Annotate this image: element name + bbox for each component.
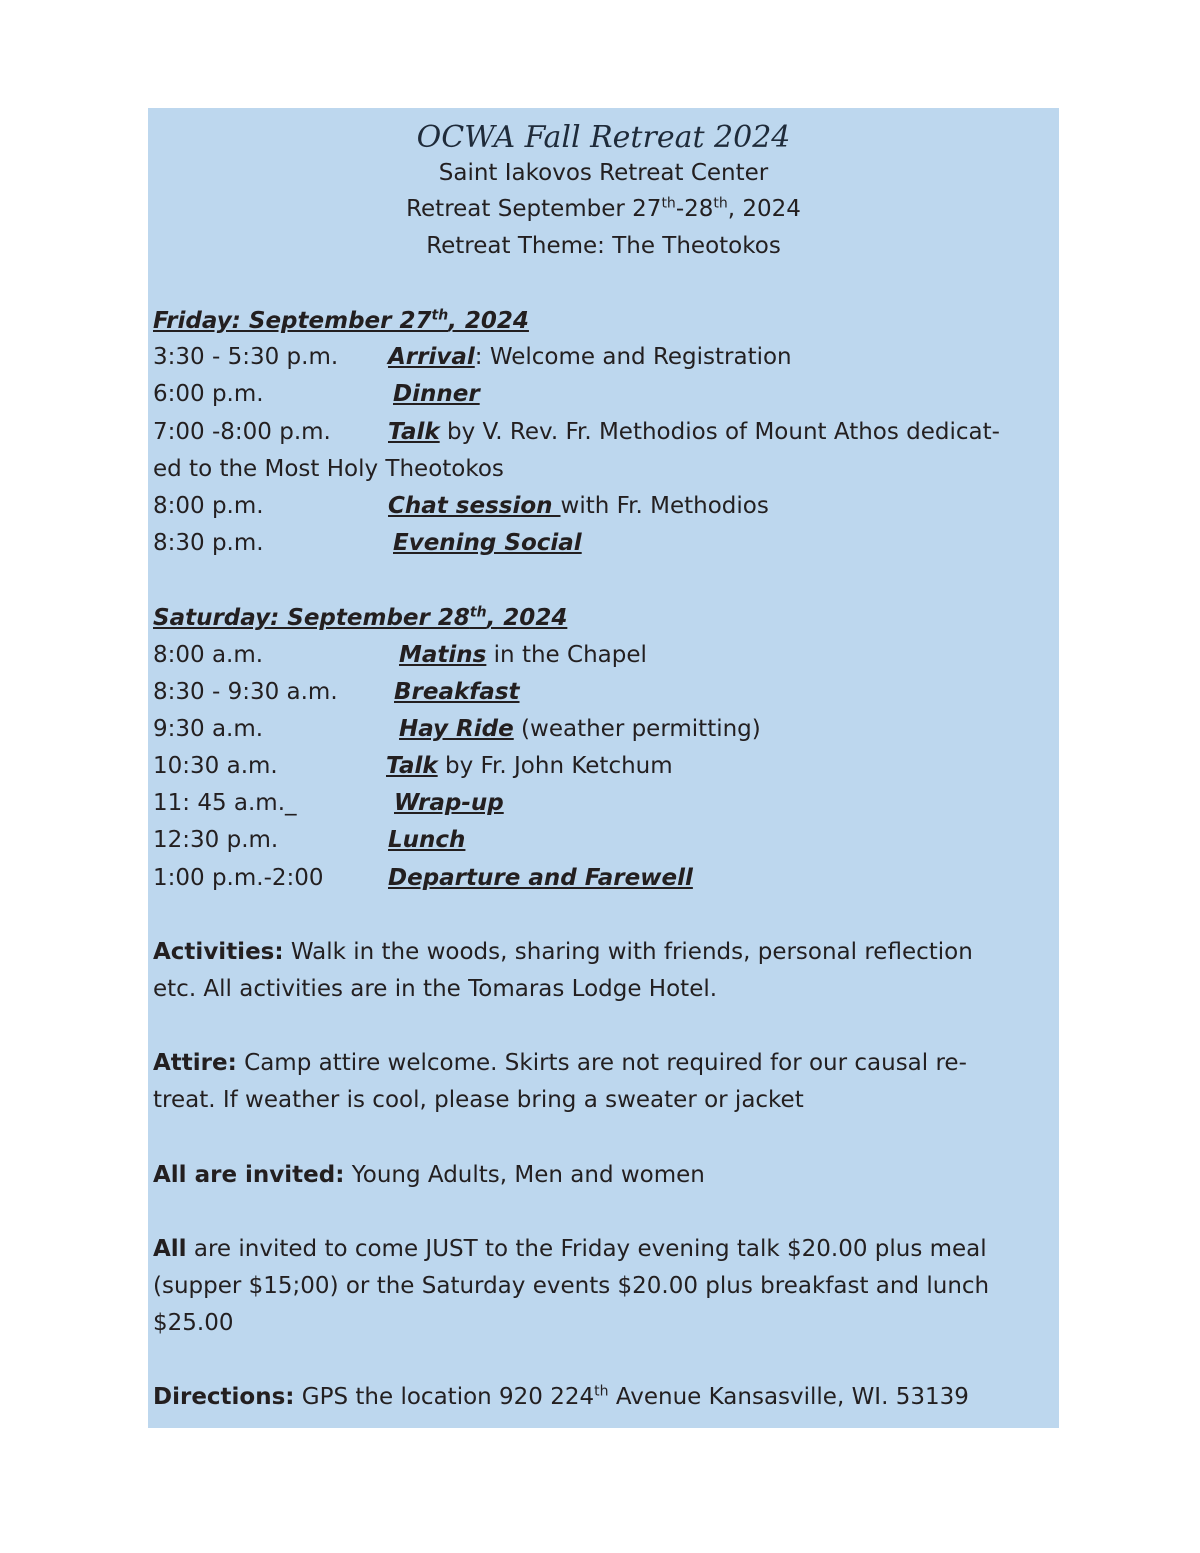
schedule-event: Hay Ride (weather permitting) (399, 716, 761, 742)
friday-heading: Friday: September 27th, 2024 (153, 307, 529, 334)
schedule-time: 3:30 - 5:30 p.m. (153, 344, 339, 370)
attire-paragraph: Attire: Camp attire welcome. Skirts are not required for our causal re- treat. If weather is cool, please bring a sweater or jacket (153, 1050, 967, 1113)
schedule-event: Wrap-up (394, 790, 504, 816)
page-title: OCWA Fall Retreat 2024 (416, 120, 791, 155)
schedule-time: 6:00 p.m. (153, 381, 264, 407)
schedule-event: Evening Social (393, 530, 582, 556)
schedule-event: Breakfast (394, 679, 520, 705)
directions-paragraph: Directions: GPS the location 920 224th Avenue Kansasville, WI. 53139 (153, 1383, 969, 1410)
schedule-time: 8:30 - 9:30 a.m. (153, 679, 338, 705)
schedule-time: 7:00 -8:00 p.m. (153, 419, 331, 445)
schedule-time: 12:30 p.m. (153, 827, 279, 853)
schedule-event: Dinner (393, 381, 480, 407)
schedule-time: 9:30 a.m. (153, 716, 264, 742)
schedule-event: Talk by V. Rev. Fr. Methodios of Mount Athos dedicat- (388, 419, 1000, 445)
schedule-time: 8:30 p.m. (153, 530, 264, 556)
schedule-event: Talk by Fr. John Ketchum (386, 753, 673, 779)
schedule-time: 8:00 p.m. (153, 493, 264, 519)
talk-continuation: ed to the Most Holy Theotokos (153, 456, 504, 482)
invited-paragraph: All are invited: Young Adults, Men and women (153, 1162, 705, 1188)
retreat-dates: Retreat September 27th-28th, 2024 (406, 195, 801, 222)
schedule-event: Matins in the Chapel (399, 642, 647, 668)
schedule-time: 10:30 a.m. (153, 753, 278, 779)
schedule-time: 1:00 p.m.-2:00 (153, 865, 324, 891)
schedule-event: Arrival: Welcome and Registration (388, 344, 792, 370)
retreat-theme: Retreat Theme: The Theotokos (426, 233, 781, 259)
schedule-event: Departure and Farewell (388, 865, 693, 891)
pricing-paragraph: All are invited to come JUST to the Friday evening talk $20.00 plus meal (supper $15;00) or the Saturday events $20.00 plus breakfast and lunch $25.00 (153, 1236, 990, 1336)
schedule-time: 8:00 a.m. (153, 642, 264, 668)
schedule-time: 11: 45 a.m._ (153, 790, 297, 816)
activities-paragraph: Activities: Walk in the woods, sharing with friends, personal reflection etc. All activities are in the Tomaras Lodge Hotel. (153, 939, 973, 1002)
retreat-center: Saint Iakovos Retreat Center (438, 160, 769, 186)
retreat-flyer (148, 108, 1059, 1428)
schedule-event: Chat session with Fr. Methodios (388, 493, 769, 519)
schedule-event: Lunch (388, 827, 466, 853)
saturday-heading: Saturday: September 28th, 2024 (153, 604, 568, 631)
